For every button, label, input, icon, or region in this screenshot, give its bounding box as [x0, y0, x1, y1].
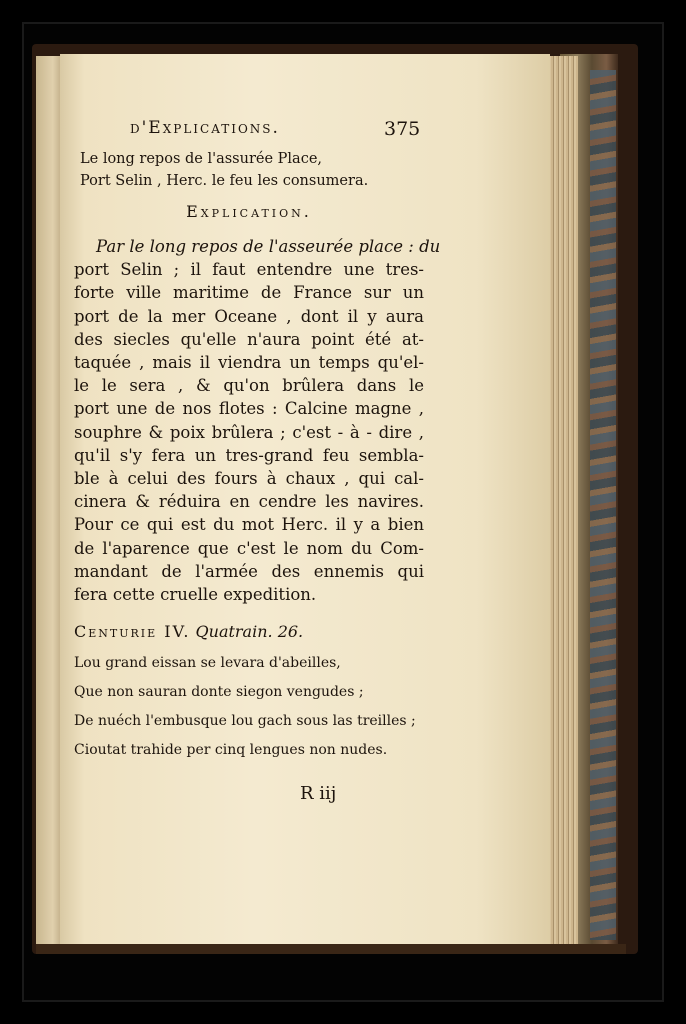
paragraph-line: Par le long repos de l'asseurée place : du — [96, 237, 441, 256]
paragraph-line: port une de nos flotes : Calcine magne , — [74, 399, 424, 419]
paragraph-line: taquée , mais il viendra un temps qu'el- — [74, 353, 424, 373]
page-edges — [546, 56, 578, 948]
paragraph-line: le le sera , & qu'on brûlera dans le — [74, 376, 424, 396]
paragraph-line: port de la mer Oceane , dont il y aura — [74, 306, 424, 326]
verse-excerpt — [80, 148, 424, 192]
paragraph-line: port Selin ; il faut entendre une tres- — [74, 260, 424, 280]
paragraph-line: des siecles qu'elle n'aura point été at- — [74, 329, 424, 349]
quatrain-line: Cioutat trahide per cinq lengues non nudes. — [74, 742, 388, 759]
paragraph-line: souphre & poix brûlera ; c'est - à - dire , — [74, 422, 424, 442]
paragraph-line: Pour ce qui est du mot Herc. il y a bien — [74, 515, 424, 535]
century-label: Centurie IV. — [74, 622, 191, 642]
page-number: 375 — [384, 118, 421, 140]
paragraph-line: de l'aparence que c'est le nom du Com- — [74, 538, 424, 558]
running-title: d'Explications. — [130, 118, 280, 138]
paragraph-line: mandant de l'armée des ennemis qui — [74, 561, 424, 581]
paragraph-line: fera cette cruelle expedition. — [74, 585, 317, 605]
verse-line: Le long repos de l'assurée Place, — [80, 151, 323, 167]
century-heading — [74, 622, 424, 641]
page-content — [74, 118, 441, 765]
paragraph-line: qu'il s'y fera un tres-grand feu sembla- — [74, 445, 424, 465]
quatrain-line: Lou grand eissan se levara d'abeilles, — [74, 655, 341, 672]
page-header — [74, 118, 424, 148]
signature-mark: R iij — [300, 783, 337, 804]
verse-line: Port Selin , Herc. le feu les consumera. — [80, 173, 369, 189]
paragraph-line: forte ville maritime de France sur un — [74, 283, 424, 303]
quatrain-line: De nuéch l'embusque lou gach sous las treilles ; — [74, 713, 416, 730]
explanation-paragraph — [74, 235, 441, 606]
quatrain-label: Quatrain. 26. — [195, 622, 304, 642]
section-title: Explication. — [186, 202, 312, 221]
paragraph-line: ble à celui des fours à chaux , qui cal- — [74, 469, 424, 489]
paragraph-line: cinera & réduira en cendre les navires. — [74, 492, 424, 512]
marbled-endpaper — [590, 70, 616, 940]
book-bottom-edge — [36, 944, 626, 954]
quatrain-text — [74, 649, 424, 765]
quatrain-line: Que non sauran donte siegon vengudes ; — [74, 684, 364, 701]
